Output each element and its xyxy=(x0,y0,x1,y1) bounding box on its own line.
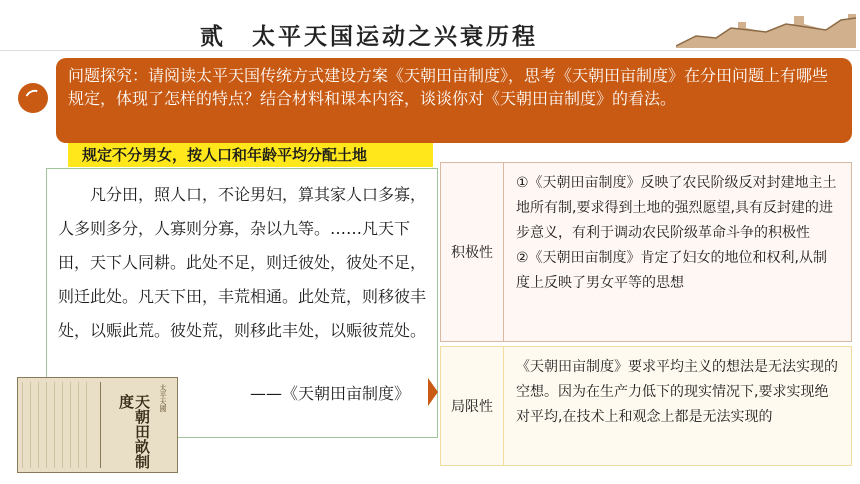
row-line: ①《天朝田亩制度》反映了农民阶级反对封建地主土地所有制,要求得到土地的强烈愿望,具有反封建的进步意义，有利于调动农民阶级革命斗争的积极性 xyxy=(516,175,837,241)
book-left-page xyxy=(22,382,94,468)
row-line: 《天朝田亩制度》要求平均主义的想法是无法实现的空想。因为在生产力低下的现实情况下,要求实现绝对平均,在技术上和观念上都是无法实现的 xyxy=(516,359,838,425)
row-label: 积极性 xyxy=(441,163,504,341)
speech-bubble-icon xyxy=(18,83,48,113)
arrow-icon xyxy=(428,378,438,406)
evaluation-table xyxy=(440,162,852,466)
header-divider xyxy=(0,50,860,51)
row-label: 局限性 xyxy=(441,347,504,465)
row-content xyxy=(504,347,851,465)
table-row-positive xyxy=(440,162,852,342)
book-side-label: 太平天國 xyxy=(159,384,167,412)
table-row-limitation xyxy=(440,346,852,466)
page-title: 贰 太平天国运动之兴衰历程 xyxy=(200,24,538,50)
row-line: ②《天朝田亩制度》肯定了妇女的地位和权利,从制度上反映了男女平等的思想 xyxy=(516,250,827,291)
book-title: 天朝田畝制度 xyxy=(117,394,151,469)
book-image xyxy=(17,377,178,473)
quote-text: 凡分田，照人口，不论男妇，算其家人口多寡，人多则多分，人寡则分寡，杂以九等。……凡天下田，天下人同耕。此处不足，则迁彼处，彼处不足，则迁此处。凡天下田，丰荒相通。此处荒，则移彼丰处，以赈此荒。彼处荒，则移此丰处，以赈彼荒处。 xyxy=(58,185,427,340)
great-wall-image xyxy=(676,6,856,48)
question-box: 问题探究：请阅读太平天国传统方式建设方案《天朝田亩制度》，思考《天朝田亩制度》在分田问题上有哪些规定，体现了怎样的特点？结合材料和课本内容，谈谈你对《天朝田亩制度》的看法。 xyxy=(56,58,852,143)
row-content xyxy=(504,163,851,341)
quote-source: ——《天朝田亩制度》 xyxy=(250,384,411,403)
key-point-highlight: 规定不分男女，按人口和年龄平均分配土地 xyxy=(68,143,433,167)
